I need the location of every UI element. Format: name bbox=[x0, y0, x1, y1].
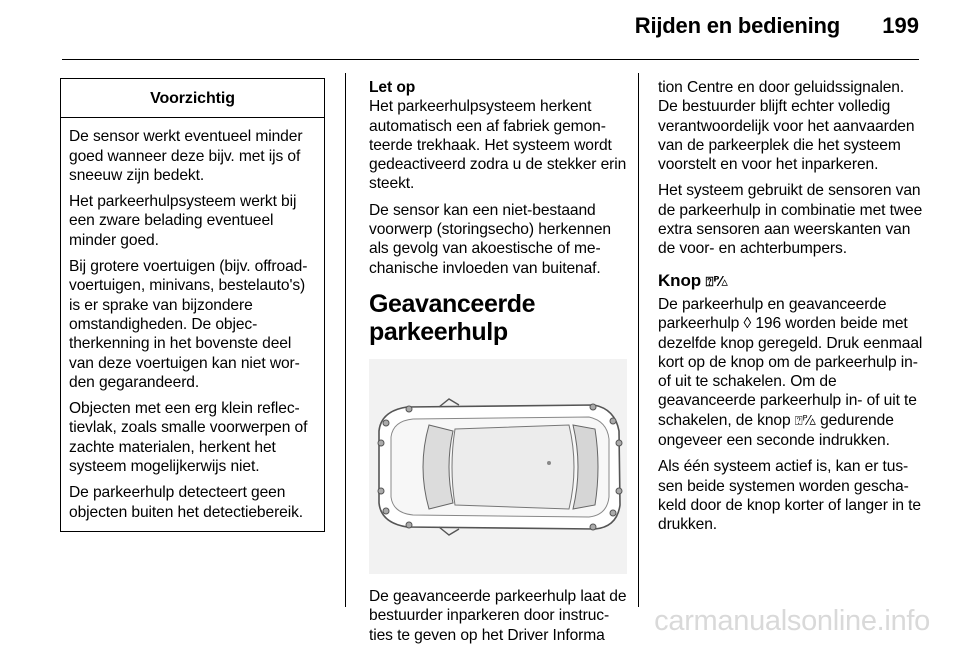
knop-heading bbox=[658, 271, 926, 292]
note-paragraph: Het parkeerhulpsysteem herkent automatisch een af fabriek gemonteerde trekhaak. Het systeem wordt gedeactiveerd zodra u de stekker erin steekt. bbox=[369, 98, 627, 193]
page-reference-icon: ◊ bbox=[743, 315, 752, 333]
caution-paragraph: De parkeerhulp detecteert geen objecten buiten het detectiebereik. bbox=[69, 484, 304, 521]
section-heading-line: Geavanceerde bbox=[369, 289, 536, 318]
parking-assist-icon: ⍰ᴾ⁄▵ bbox=[705, 274, 728, 290]
note-label: Let op bbox=[369, 79, 416, 96]
car-top-view-illustration bbox=[369, 359, 627, 574]
knop-text: 196 worden beide met dezelfde knop geregeld. Druk eenmaal kort op de knop om de parkeerhulp in- of uit te schakelen. Om de geavanceerde parkeerhulp in- of uit te schakelen, de knop bbox=[658, 315, 923, 429]
figure-caption: De geavanceerde parkeerhulp laat de bestuurder inparkeren door instructies te geven op het Driver Informa bbox=[369, 587, 627, 644]
column-divider-2 bbox=[638, 73, 639, 607]
caution-paragraph: Het parkeerhulpsysteem werkt bij een zware belading eventueel minder goed. bbox=[69, 193, 297, 249]
column-3 bbox=[658, 78, 926, 542]
watermark: carmanualsonline.info bbox=[654, 605, 930, 637]
caution-paragraph: Bij grotere voertuigen (bijv. offroad-voertuigen, minivans, bestelauto's) is er sprake van bijzondere omstandigheden. De objectherkenning in het bovenste deel van deze voertuigen kan niet worden gegarandeerd. bbox=[69, 258, 308, 391]
column-2 bbox=[369, 78, 627, 652]
caution-body bbox=[61, 118, 324, 531]
knop-heading-text: Knop bbox=[658, 270, 702, 290]
section-heading-line: parkeerhulp bbox=[369, 317, 508, 346]
knop-paragraph: Als één systeem actief is, kan er tussen beide systemen worden geschakeld door de knop korter of langer in te drukken. bbox=[658, 458, 921, 534]
knop-text: De parkeerhulp en geavanceerde parkeerhulp bbox=[658, 295, 887, 333]
car-sensor-figure bbox=[369, 359, 627, 574]
page-header-title: Rijden en bediening bbox=[634, 13, 840, 38]
section-heading bbox=[369, 290, 627, 346]
knop-paragraph bbox=[658, 295, 926, 450]
column-divider-1 bbox=[345, 73, 346, 607]
caution-box bbox=[60, 78, 325, 532]
header-rule bbox=[62, 59, 919, 60]
section-paragraph: Het systeem gebruikt de sensoren van de parkeerhulp in combinatie met twee extra sensoren aan weerskanten van de voor- en achterbumpers. bbox=[658, 182, 923, 258]
page-number: 199 bbox=[882, 13, 919, 38]
knop-text: gedurende ongeveer een seconde indrukken. bbox=[658, 411, 894, 450]
caution-title: Voorzichtig bbox=[61, 79, 324, 118]
caution-paragraph: De sensor werkt eventueel minder goed wanneer deze bijv. met ijs of sneeuw zijn bedekt. bbox=[69, 128, 303, 184]
parking-assist-icon: ⍰ᴾ⁄▵ bbox=[794, 413, 816, 429]
column-1 bbox=[60, 78, 325, 532]
section-continuation: tion Centre en door geluidssignalen. De bestuurder blijft echter volledig verantwoordelijk voor het aanvaarden van de parkeerplek die het systeem voorstelt en voor het inparkeren. bbox=[658, 79, 915, 174]
note-paragraph: De sensor kan een niet-bestaand voorwerp (storingsecho) herkennen als gevolg van akoestische of mechanische invloeden van buitenaf. bbox=[369, 201, 611, 277]
caution-paragraph: Objecten met een erg klein reflectievlak, zoals smalle voorwerpen of zachte materialen, herkent het systeem mogelijkerwijs niet. bbox=[69, 400, 308, 476]
